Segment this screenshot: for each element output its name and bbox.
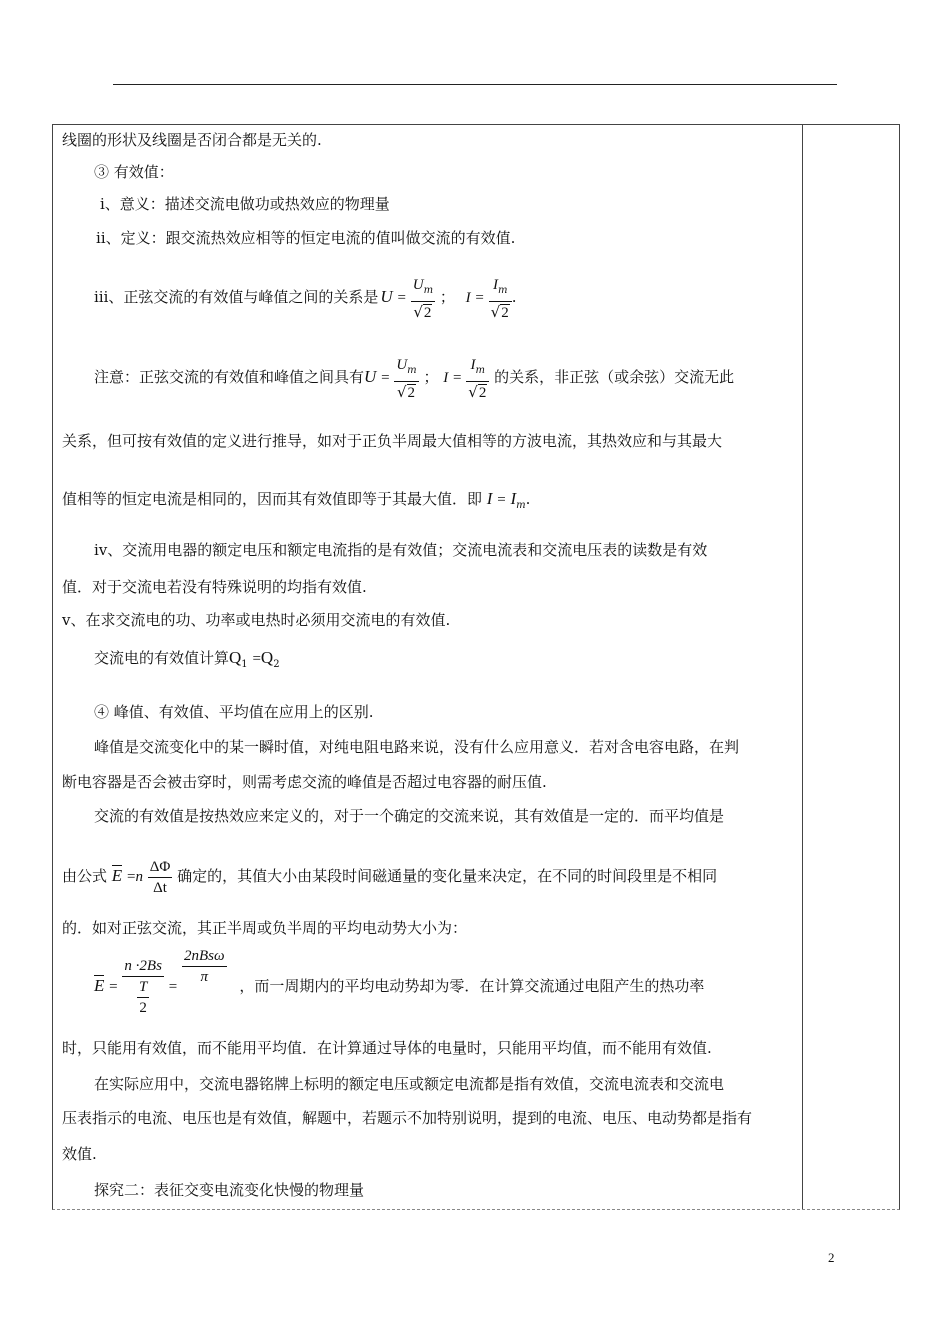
formula-2: 2 bbox=[139, 1000, 147, 1016]
fraction-T-2 bbox=[137, 977, 149, 1018]
text-line bbox=[94, 646, 280, 677]
text-segment: 交流电的有效值计算 bbox=[94, 649, 230, 667]
note-line bbox=[94, 352, 734, 402]
equals-sign: = bbox=[126, 869, 136, 885]
formula-U: U bbox=[364, 367, 377, 386]
text-line: 交流的有效值是按热效应来定义的，对于一个确定的交流来说，其有效值是一定的．而平均值是 bbox=[94, 807, 725, 825]
equals-sign: = bbox=[109, 979, 118, 995]
fraction-Im-sqrt2: $\frac{I_m}{√2}$ bbox=[466, 354, 489, 403]
page-number: 2 bbox=[828, 1250, 835, 1265]
text-segment: 由公式 bbox=[62, 867, 108, 885]
text-line: ⅴ、在求交流电的功、功率或电热时必须用交流电的有效值. bbox=[62, 611, 451, 629]
period: . bbox=[525, 490, 531, 508]
equals-sign: = bbox=[453, 370, 462, 386]
column-divider bbox=[802, 125, 803, 1209]
subscript-m: m bbox=[497, 284, 508, 296]
text-segment: ，而一周期内的平均电动势却为零．在计算交流通过电阻产生的热功率 bbox=[239, 977, 705, 995]
formula-T: T bbox=[137, 977, 149, 998]
formula-Im: I bbox=[492, 276, 498, 293]
formula-line bbox=[62, 850, 717, 902]
subscript-m: m bbox=[516, 500, 526, 511]
text-line: 在实际应用中，交流电器铭牌上标明的额定电压或额定电流都是指有效值，交流电流表和交流电 bbox=[94, 1075, 725, 1093]
equals-sign: = bbox=[168, 979, 178, 995]
formula-Q1: Q bbox=[229, 648, 242, 667]
formula-dPhi: ΔΦ bbox=[148, 857, 173, 878]
formula-pi: π bbox=[200, 969, 208, 985]
formula-dt: Δt bbox=[153, 879, 167, 896]
fraction-n2Bs-T-half bbox=[122, 956, 164, 1018]
text-line bbox=[62, 486, 530, 519]
formula-Im: I bbox=[470, 356, 476, 373]
text-line: 的．如对正弦交流，其正半周或负半周的平均电动势大小为： bbox=[62, 919, 468, 937]
formula-Q2: Q bbox=[260, 648, 274, 667]
text-line: 效值. bbox=[62, 1145, 97, 1163]
section-heading-explore-two: 探究二：表征交变电流变化快慢的物理量 bbox=[94, 1181, 365, 1199]
radicand: 2 bbox=[501, 304, 509, 321]
text-segment: 确定的，其值大小由某段时间磁通量的变化量来决定，在不同的时间段里是不相同 bbox=[177, 867, 718, 885]
formula-E-avg: E bbox=[111, 866, 123, 885]
text-segment: 的关系，非正弦（或余弦）交流无此 bbox=[494, 368, 735, 386]
fraction-dPhi-dt bbox=[148, 857, 173, 898]
subscript-m: m bbox=[423, 284, 434, 296]
relation-line bbox=[94, 272, 517, 322]
radicand: 2 bbox=[407, 384, 416, 401]
subscript-m: m bbox=[475, 364, 486, 376]
subscript-1: 1 bbox=[241, 659, 248, 670]
text-segment: 注意：正弦交流的有效值和峰值之间具有 bbox=[94, 368, 365, 386]
formula-Um: U bbox=[396, 356, 408, 373]
equals-sign: = bbox=[475, 290, 484, 306]
fraction-Im-sqrt2: $\frac{I_m}{√2}$ bbox=[489, 274, 512, 323]
section-heading-comparison: ④ 峰值、有效值、平均值在应用上的区别. bbox=[94, 703, 374, 721]
text-line: 值．对于交流电若没有特殊说明的均指有效值. bbox=[62, 578, 367, 596]
equals-sign: = bbox=[381, 370, 390, 386]
text-line: ⅰ、意义：描述交流电做功或热效应的物理量 bbox=[100, 195, 390, 213]
section-heading-effective-value: ③ 有效值： bbox=[94, 163, 174, 181]
text-line: 压表指示的电流、电压也是有效值，解题中，若题示不加特别说明，提到的电流、电压、电动势都是指有 bbox=[62, 1109, 753, 1127]
equals-sign: = bbox=[252, 651, 261, 667]
subscript-2: 2 bbox=[273, 659, 280, 670]
text-line: 时，只能用有效值，而不能用平均值．在计算通过导体的电量时，只能用平均值，而不能用有效值. bbox=[62, 1039, 712, 1057]
text-segment: ⅲ、正弦交流的有效值与峰值之间的关系是 bbox=[94, 288, 379, 306]
radicand: 2 bbox=[423, 304, 432, 321]
formula-I: I bbox=[486, 489, 493, 508]
formula-Um: U bbox=[412, 276, 424, 293]
formula-I: I bbox=[465, 290, 471, 306]
formula-n2Bs: n ·2Bs bbox=[122, 956, 164, 977]
text-line: 峰值是交流变化中的某一瞬时值，对纯电阻电路来说，没有什么应用意义．若对含电容电路，在判 bbox=[94, 738, 740, 756]
separator: ； bbox=[423, 368, 439, 386]
radicand: 2 bbox=[478, 384, 487, 401]
formula-E-avg: E bbox=[94, 976, 105, 995]
separator: ； bbox=[439, 288, 455, 306]
equals-sign: = bbox=[497, 492, 506, 508]
fraction-Um-sqrt2: $\frac{U_m}{√2}$ bbox=[394, 354, 418, 403]
formula-2nBsw: 2nBsω bbox=[182, 946, 227, 967]
formula-U: U bbox=[380, 287, 393, 306]
formula-I: I bbox=[443, 370, 449, 386]
text-line: ⅱ、定义：跟交流热效应相等的恒定电流的值叫做交流的有效值. bbox=[96, 229, 516, 247]
formula-n: n bbox=[135, 869, 143, 885]
formula-line bbox=[94, 946, 704, 1026]
formula-Im: I bbox=[510, 489, 517, 508]
header-rule bbox=[113, 84, 837, 85]
fraction-Um-sqrt2: $\frac{U_m}{√2}$ bbox=[411, 274, 435, 323]
period: . bbox=[511, 288, 517, 306]
fraction-2nBsw-pi bbox=[182, 946, 227, 987]
text-line: 断电容器是否会被击穿时，则需考虑交流的峰值是否超过电容器的耐压值. bbox=[62, 773, 547, 791]
equals-sign: = bbox=[397, 290, 406, 306]
subscript-m: m bbox=[407, 364, 417, 376]
text-line: ⅳ、交流用电器的额定电压和额定电流指的是有效值；交流电流表和交流电压表的读数是有效 bbox=[94, 541, 708, 559]
text-line: 线圈的形状及线圈是否闭合都是无关的. bbox=[62, 131, 322, 149]
text-segment: 值相等的恒定电流是相同的，因而其有效值即等于其最大值．即 bbox=[62, 490, 483, 508]
text-line: 关系，但可按有效值的定义进行推导，如对于正负半周最大值相等的方波电流，其热效应和与其最大 bbox=[62, 432, 723, 450]
